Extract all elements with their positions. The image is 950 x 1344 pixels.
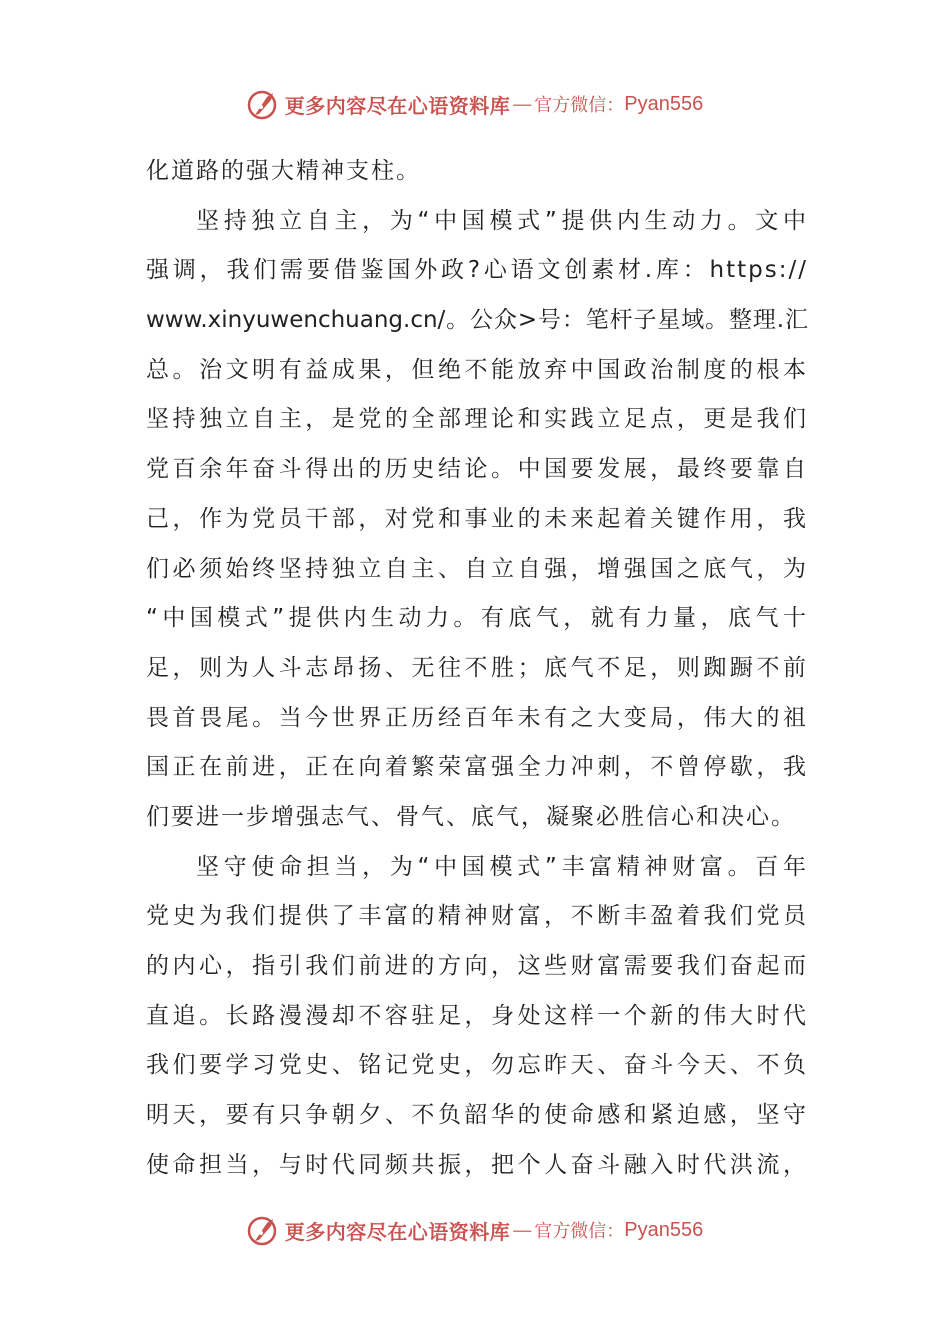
text-line: 化道路的强大精神支柱。 [146, 158, 421, 184]
text-line: 强调，我们需要借鉴国外政?心语文创素材.库：https:// [146, 257, 808, 284]
banner-wechat-label: 官方微信： [534, 95, 625, 116]
text-line: 明天，要有只争朝夕、不负韶华的使命感和紧迫感，坚守 [146, 1102, 808, 1129]
banner-brand: 更多内容尽在心语资料库 [284, 93, 511, 118]
text-line: 们要进一步增强志气、骨气、底气，凝聚必胜信心和决心。 [146, 803, 796, 830]
text-line: “中国模式”提供内生动力。有底气，就有力量，底气十 [146, 605, 808, 632]
pen-nib-logo-icon [247, 87, 281, 121]
banner-dash: — [512, 1218, 533, 1242]
banner-wechat-id: Pyan556 [624, 1218, 704, 1241]
banner-wechat-id: Pyan556 [624, 92, 704, 115]
banner-brand: 更多内容尽在心语资料库 [284, 1219, 511, 1244]
document-body [146, 147, 808, 1190]
text-line: 使命担当，与时代同频共振，把个人奋斗融入时代洪流， [146, 1151, 808, 1178]
footer-banner [0, 1210, 950, 1250]
banner-dash: — [512, 92, 533, 116]
text-line: 足，则为人斗志昂扬、无往不胜；底气不足，则踟蹰不前 [146, 654, 808, 681]
text-line: 党史为我们提供了丰富的精神财富，不断丰盈着我们党员 [146, 903, 808, 930]
text-line: 直追。长路漫漫却不容驻足，身处这样一个新的伟大时代 [146, 1002, 808, 1029]
text-line: 畏首畏尾。当今世界正历经百年未有之大变局，伟大的祖 [146, 704, 808, 731]
header-banner [0, 84, 950, 124]
text-line: 坚持独立自主，为“中国模式”提供内生动力。文中 [196, 207, 808, 234]
text-line: 坚守使命担当，为“中国模式”丰富精神财富。百年 [196, 853, 808, 880]
text-line: 国正在前进，正在向着繁荣富强全力冲刺，不曾停歇，我 [146, 754, 808, 781]
text-line: 坚持独立自主，是党的全部理论和实践立足点，更是我们 [146, 406, 808, 433]
text-line: 们必须始终坚持独立自主、自立自强，增强国之底气，为 [146, 555, 808, 582]
text-line: 我们要学习党史、铭记党史，勿忘昨天、奋斗今天、不负 [146, 1052, 808, 1079]
text-line: 的内心，指引我们前进的方向，这些财富需要我们奋起而 [146, 953, 808, 979]
text-line: 己，作为党员干部，对党和事业的未来起着关键作用，我 [146, 505, 808, 532]
text-line: www.xinyuwenchuang.cn/。公众>号：笔杆子星域。整理.汇 [146, 307, 808, 334]
pen-nib-logo-icon [247, 1213, 281, 1247]
text-line: 总。治文明有益成果，但绝不能放弃中国政治制度的根本 [146, 356, 808, 383]
text-line: 党百余年奋斗得出的历史结论。中国要发展，最终要靠自 [146, 456, 808, 483]
banner-wechat-label: 官方微信： [534, 1221, 625, 1242]
